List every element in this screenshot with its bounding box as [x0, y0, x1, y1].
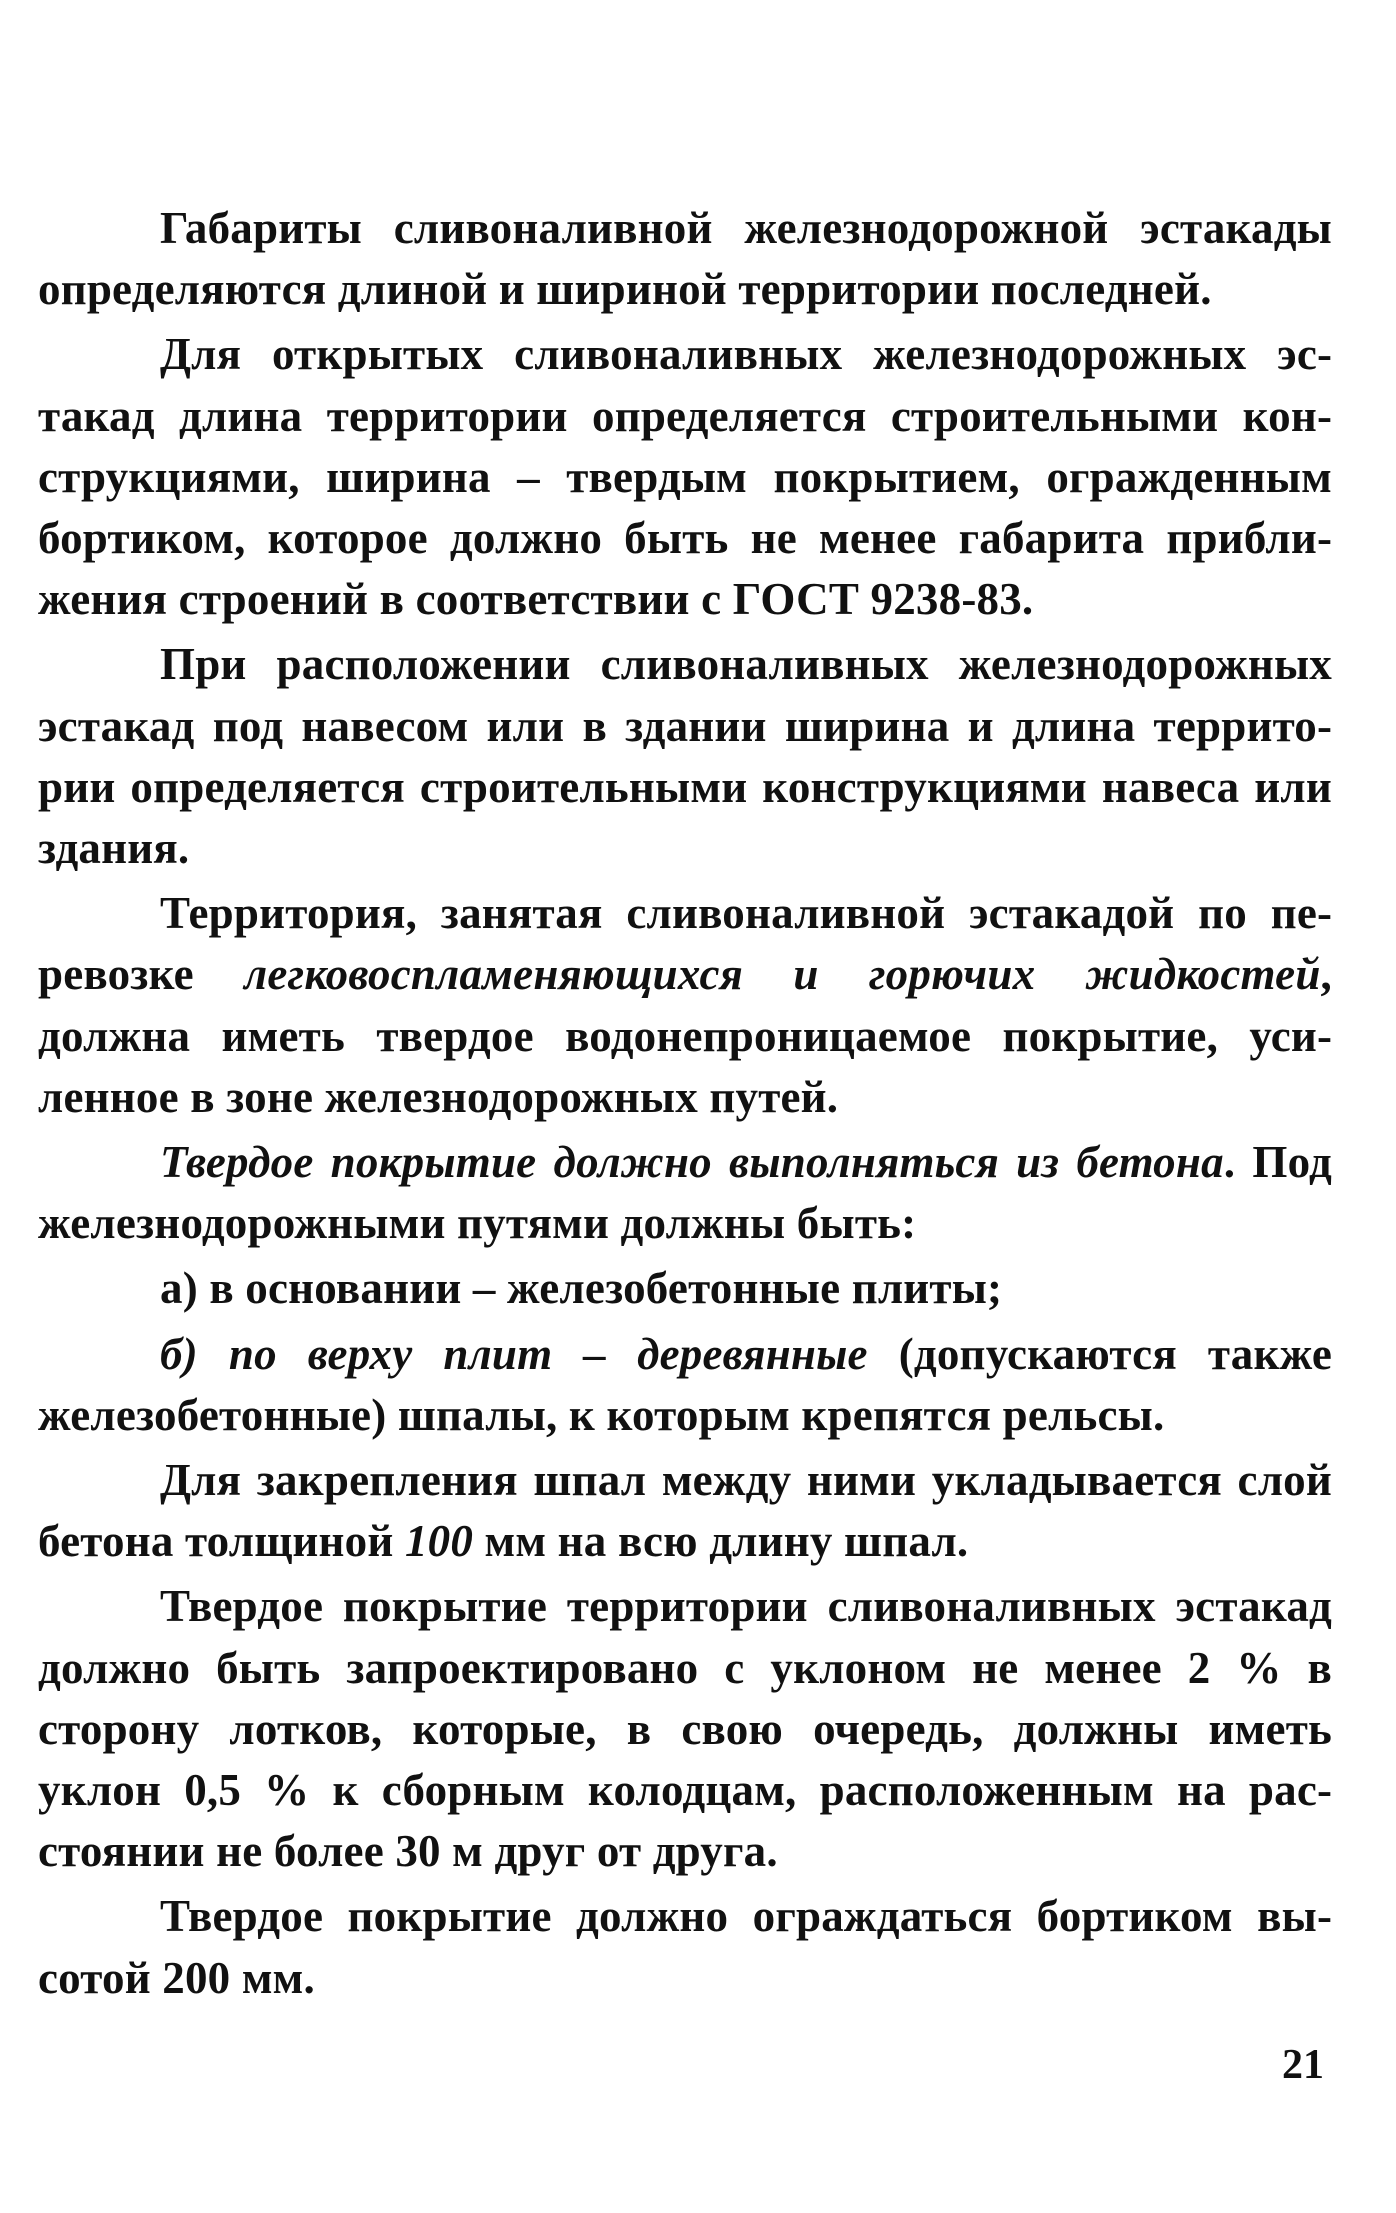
paragraph: [38, 1324, 1332, 1446]
paragraph: [38, 883, 1332, 1128]
paragraph-italic-text: б) по верху плит – деревянные: [160, 1328, 868, 1379]
paragraph-text: Для открытых сливоналивных железнодорожных эстакад длина территории определяется строительными конструкциями, ширина – твердым покрытием, огражденным бортиком, которое должно быть не менее габарита приближения строений в соответствии с ГОСТ 9238-83.: [38, 329, 1332, 625]
paragraph-text: Твердое покрытие территории сливоналивных эстакад должно быть запроектировано с уклоном не менее 2 % в сторону лотков, которые, в свою очередь, должны иметь уклон 0,5 % к сборным колодцам, расположенным на расстоянии не более 30 м друг от друга.: [38, 1581, 1332, 1877]
paragraph: [38, 1450, 1332, 1572]
paragraph: [38, 634, 1332, 879]
paragraph-text: Габариты сливоналивной железнодорожной эстакады определяются длиной и шириной территории последней.: [38, 203, 1332, 315]
paragraph-text: Территория, занятая сливоналивной эстакадой по перевозке: [38, 888, 1332, 1000]
paragraph: [38, 1576, 1332, 1882]
paragraph: [38, 198, 1332, 320]
paragraph: [38, 1132, 1332, 1254]
paragraph-text: При расположении сливоналивных железнодорожных эстакад под навесом или в здании ширина и длина территории определяется строительными конструкциями навеса или здания.: [38, 639, 1332, 874]
paragraph-text: а) в основании – железобетонные плиты;: [160, 1263, 1003, 1314]
paragraph-italic-text: Твердое покрытие должно выполняться из бетона: [160, 1137, 1224, 1188]
paragraph-text: . Под железнодорожными путями должны быть:: [38, 1137, 1332, 1249]
paragraph-text: Для закрепления шпал между ними укладывается слой бетона толщиной: [38, 1455, 1332, 1567]
page-number: 21: [1282, 2042, 1324, 2088]
paragraph: [38, 324, 1332, 630]
paragraph-italic-text: 100: [404, 1516, 474, 1567]
paragraph-italic-text: легковоспламеняющихся и горючих жидкостей: [244, 949, 1321, 1000]
document-body: [38, 198, 1332, 2009]
paragraph-text: (допускаются также железобетонные) шпалы, к которым крепятся рельсы.: [38, 1328, 1332, 1440]
paragraph: [38, 1886, 1332, 2008]
paragraph-text: , должна иметь твердое водонепроницаемое покрытие, усиленное в зоне железнодорожных путей.: [38, 949, 1332, 1122]
paragraph-text: мм на всю длину шпал.: [473, 1516, 969, 1567]
paragraph: [38, 1258, 1332, 1319]
document-page: [38, 198, 1332, 2013]
paragraph-text: Твердое покрытие должно ограждаться бортиком высотой 200 мм.: [38, 1891, 1332, 2003]
